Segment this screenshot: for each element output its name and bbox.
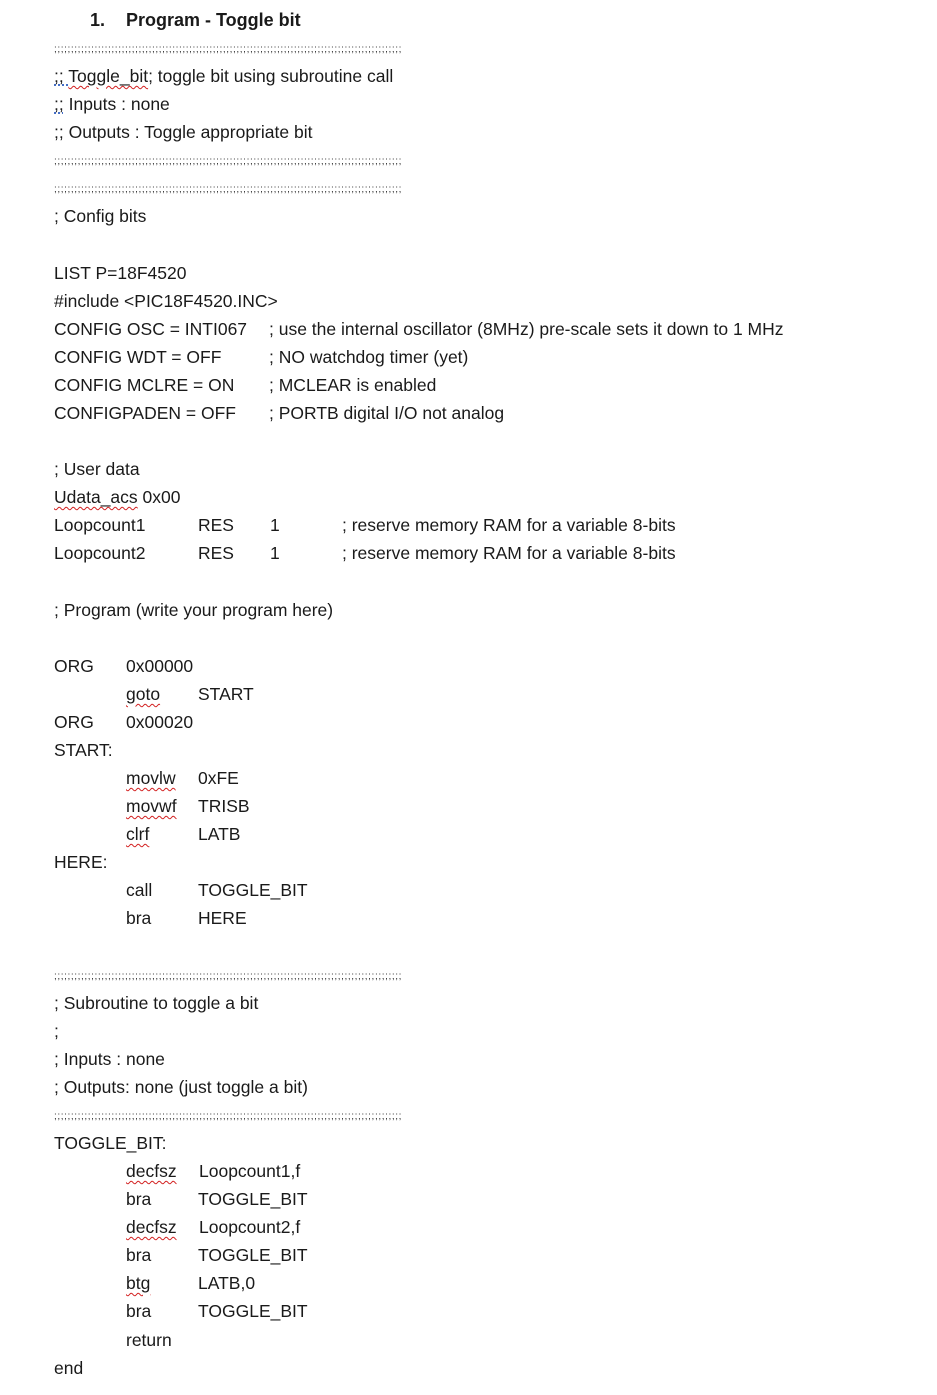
instr-arg: 0xFE — [198, 768, 239, 788]
instr-arg: LATB — [198, 824, 241, 844]
instr-arg: LATB,0 — [198, 1273, 256, 1293]
org-value: 0x00020 — [126, 712, 194, 732]
heading — [90, 9, 301, 31]
config-comment-text: ; use the internal oscillator (8MHz) pre-scale sets it down to 1 MHz — [269, 319, 784, 339]
instr-op — [126, 1160, 177, 1182]
instr-arg: START — [198, 684, 254, 704]
instr-arg: TOGGLE_BIT — [198, 1189, 308, 1209]
user-data-comment: ; User data — [54, 459, 140, 479]
toggle-bit-label: TOGGLE_BIT: — [54, 1133, 167, 1153]
instr-arg: TOGGLE_BIT — [198, 1301, 308, 1321]
separator-line: ;;;;;;;;;;;;;;;;;;;;;;;;;;;;;;;;;;;;;;;;;;;;;;;;;;;;;;;;;;;;;;;;;;;;;;;;;;;;;;;;;;;;;;;;;;;;;;;;;;;;;;; — [54, 1112, 402, 1122]
config-comment-text: ; NO watchdog timer (yet) — [269, 347, 469, 367]
udata-directive — [54, 486, 180, 508]
instr-arg: Loopcount1,f — [199, 1161, 301, 1181]
sub-comment: ; Outputs: none (just toggle a bit) — [54, 1077, 308, 1097]
config-line — [54, 318, 247, 340]
sub-comment: ; Subroutine to toggle a bit — [54, 993, 259, 1013]
instr-arg: TOGGLE_BIT — [198, 880, 308, 900]
instr-op — [126, 1216, 177, 1238]
decfsz-op: decfsz — [126, 1217, 177, 1237]
config-line — [54, 402, 236, 424]
instr-arg: Loopcount2,f — [199, 1217, 301, 1237]
instr-op — [126, 1272, 150, 1294]
var-comment: ; reserve memory RAM for a variable 8-bits — [342, 543, 676, 563]
org-directive: ORG — [54, 656, 94, 676]
instr-op: call — [126, 880, 153, 900]
config-line — [54, 374, 234, 396]
goto-op: goto — [126, 684, 161, 704]
instr-op: bra — [126, 1301, 152, 1321]
toggle-bit-name: Toggle_bit — [68, 66, 149, 86]
var-size: 1 — [270, 515, 280, 535]
comment-toggle-bit — [54, 65, 393, 87]
comment-text: ; toggle bit using subroutine call — [148, 66, 394, 86]
comment-inputs — [54, 93, 170, 115]
clrf-op: clrf — [126, 824, 150, 844]
config-code: CONFIG OSC = INTI067 — [54, 319, 248, 339]
instr-arg: TOGGLE_BIT — [198, 1245, 308, 1265]
config-comment: ; Config bits — [54, 206, 147, 226]
separator-line: ;;;;;;;;;;;;;;;;;;;;;;;;;;;;;;;;;;;;;;;;;;;;;;;;;;;;;;;;;;;;;;;;;;;;;;;;;;;;;;;;;;;;;;;;;;;;;;;;;;;;;;; — [54, 45, 402, 55]
include-directive: #include <PIC18F4520.INC> — [54, 291, 278, 311]
comment-prefix: ;; — [54, 94, 64, 114]
sub-comment: ; — [54, 1021, 59, 1041]
instr-op: bra — [126, 1245, 152, 1265]
config-code: CONFIGPADEN = OFF — [54, 403, 236, 423]
config-comment-text: ; PORTB digital I/O not analog — [269, 403, 505, 423]
instr-op: return — [126, 1330, 172, 1350]
instr-op — [126, 823, 149, 845]
config-line — [54, 346, 221, 368]
instr-arg: HERE — [198, 908, 247, 928]
program-comment: ; Program (write your program here) — [54, 600, 334, 620]
instr-op — [126, 683, 160, 705]
decfsz-op: decfsz — [126, 1161, 177, 1181]
instr-op: bra — [126, 908, 152, 928]
var-directive: RES — [198, 543, 234, 563]
comment-text: Inputs : none — [63, 94, 170, 114]
separator-line: ;;;;;;;;;;;;;;;;;;;;;;;;;;;;;;;;;;;;;;;;;;;;;;;;;;;;;;;;;;;;;;;;;;;;;;;;;;;;;;;;;;;;;;;;;;;;;;;;;;;;;;; — [54, 972, 402, 982]
movlw-op: movlw — [126, 768, 176, 788]
var-comment: ; reserve memory RAM for a variable 8-bits — [342, 515, 676, 535]
org-value: 0x00000 — [126, 656, 194, 676]
instr-op: bra — [126, 1189, 152, 1209]
instr-op — [126, 767, 176, 789]
config-comment-text: ; MCLEAR is enabled — [269, 375, 437, 395]
here-label: HERE: — [54, 852, 108, 872]
end-directive: end — [54, 1358, 84, 1378]
var-name: Loopcount2 — [54, 543, 146, 563]
instr-arg: TRISB — [198, 796, 250, 816]
org-directive: ORG — [54, 712, 94, 732]
sub-comment: ; Inputs : none — [54, 1049, 165, 1069]
instr-op — [126, 795, 177, 817]
udata-address: 0x00 — [137, 487, 181, 507]
comment-prefix: ;; — [54, 66, 69, 86]
list-directive: LIST P=18F4520 — [54, 263, 187, 283]
movwf-op: movwf — [126, 796, 177, 816]
var-directive: RES — [198, 515, 234, 535]
var-size: 1 — [270, 543, 280, 563]
separator-line: ;;;;;;;;;;;;;;;;;;;;;;;;;;;;;;;;;;;;;;;;;;;;;;;;;;;;;;;;;;;;;;;;;;;;;;;;;;;;;;;;;;;;;;;;;;;;;;;;;;;;;;; — [54, 185, 402, 195]
start-label: START: — [54, 740, 113, 760]
udata-name: Udata_acs — [54, 487, 138, 507]
heading-number: 1. — [90, 10, 106, 30]
var-name: Loopcount1 — [54, 515, 146, 535]
config-code: CONFIG WDT = OFF — [54, 347, 222, 367]
config-code: CONFIG MCLRE = ON — [54, 375, 235, 395]
heading-title: Program - Toggle bit — [126, 10, 301, 30]
separator-line: ;;;;;;;;;;;;;;;;;;;;;;;;;;;;;;;;;;;;;;;;;;;;;;;;;;;;;;;;;;;;;;;;;;;;;;;;;;;;;;;;;;;;;;;;;;;;;;;;;;;;;;; — [54, 157, 402, 167]
comment-outputs: ;; Outputs : Toggle appropriate bit — [54, 122, 313, 142]
btg-op: btg — [126, 1273, 151, 1293]
